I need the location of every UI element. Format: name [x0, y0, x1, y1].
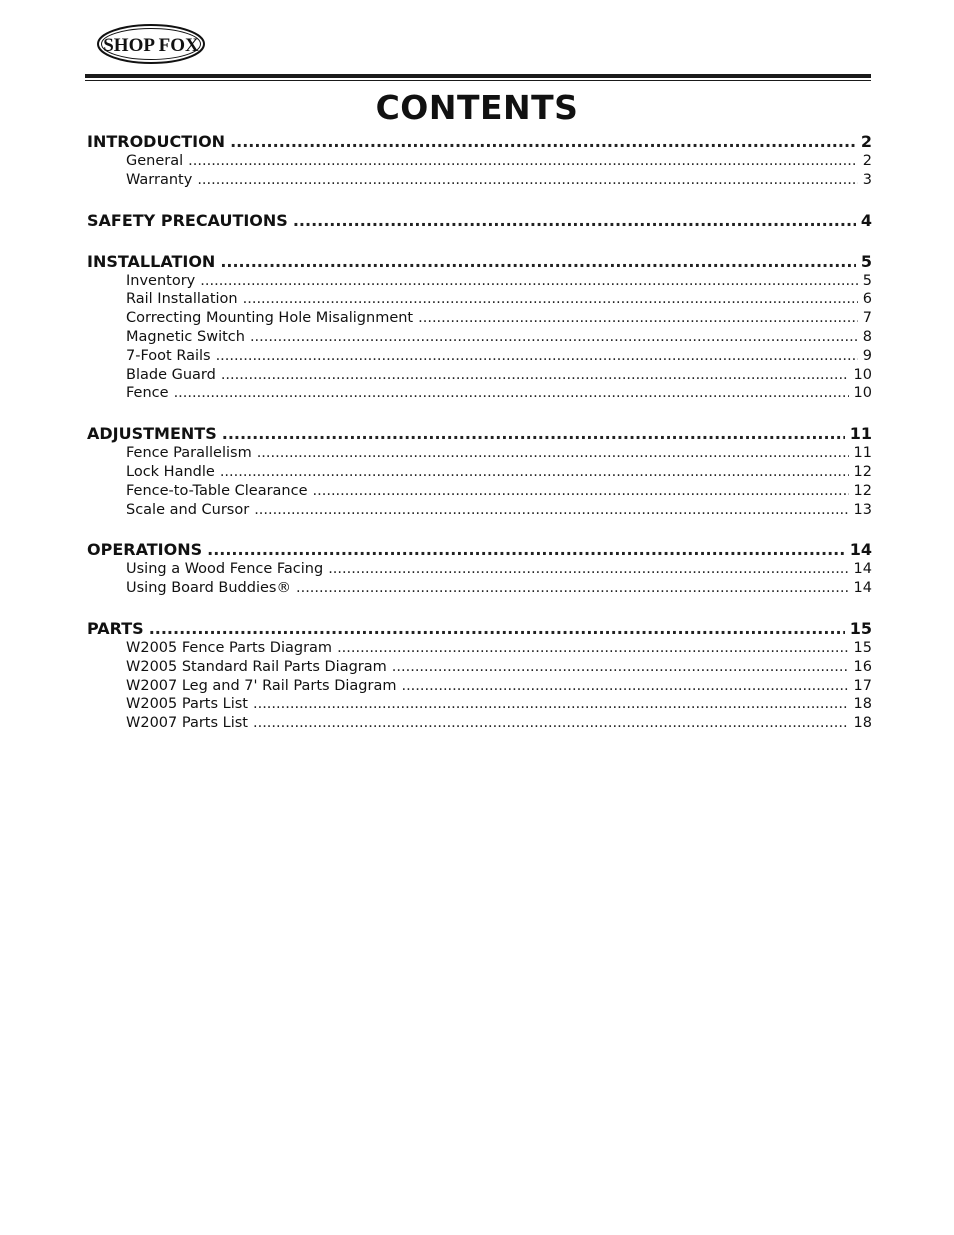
toc-entry-title: Correcting Mounting Hole Misalignment	[126, 310, 414, 327]
dot-leader	[257, 444, 849, 463]
toc-entry[interactable]	[87, 639, 872, 658]
toc-page-number: 18	[853, 715, 872, 732]
dot-leader	[220, 463, 849, 482]
toc-section	[87, 424, 872, 519]
toc-entry-title: W2005 Fence Parts Diagram	[126, 639, 333, 656]
dot-leader	[293, 211, 856, 231]
dot-leader	[221, 366, 849, 385]
toc-entry-title: Fence	[126, 385, 169, 402]
toc-entry-title: Fence Parallelism	[126, 445, 252, 462]
toc-page-number: 15	[849, 618, 872, 638]
toc-section	[87, 252, 872, 404]
toc-entry[interactable]	[87, 328, 872, 347]
toc-entry-title: Lock Handle	[126, 463, 215, 480]
toc-page-number: 14	[853, 580, 872, 597]
toc-page-number: 9	[862, 347, 872, 364]
toc-page-number: 11	[853, 445, 872, 462]
toc-entry[interactable]	[87, 714, 872, 733]
toc-page-number: 14	[849, 540, 872, 560]
toc-entry[interactable]	[87, 290, 872, 309]
toc-entry-title: W2005 Parts List	[126, 696, 248, 713]
toc-section	[87, 540, 872, 598]
toc-entry[interactable]	[87, 560, 872, 579]
dot-leader	[220, 252, 856, 272]
toc-section-title: ADJUSTMENTS	[87, 424, 217, 444]
toc-page-number: 5	[860, 251, 872, 271]
toc-page-number: 13	[853, 501, 872, 518]
toc-entry-title: W2007 Parts List	[126, 715, 248, 732]
toc-page-number: 4	[860, 210, 872, 230]
dot-leader	[328, 560, 848, 579]
toc-page-number: 7	[862, 310, 872, 327]
toc-entry-title: Using a Wood Fence Facing	[126, 561, 324, 578]
toc-entry-title: Fence-to-Table Clearance	[126, 482, 308, 499]
toc-section-entry[interactable]	[87, 540, 872, 560]
toc-entry-title: General	[126, 153, 184, 169]
dot-leader	[401, 677, 848, 696]
dot-leader	[197, 171, 857, 190]
toc-entry[interactable]	[87, 272, 872, 291]
toc-entry[interactable]	[87, 501, 872, 520]
toc-section-title: PARTS	[87, 618, 144, 638]
toc-section-entry[interactable]	[87, 619, 872, 639]
toc-page-number: 5	[862, 272, 872, 289]
page-title: CONTENTS	[375, 88, 579, 127]
toc-entry-title: Inventory	[126, 272, 196, 289]
dot-leader	[250, 328, 858, 347]
toc-entry-title: Scale and Cursor	[126, 501, 250, 518]
toc-page-number: 11	[849, 424, 872, 444]
toc-entry[interactable]	[87, 152, 872, 171]
toc-entry-title: Magnetic Switch	[126, 328, 245, 345]
toc-entry[interactable]	[87, 658, 872, 677]
toc-entry-title: W2007 Leg and 7' Rail Parts Diagram	[126, 677, 397, 694]
toc-section-entry[interactable]	[87, 211, 872, 231]
dot-leader	[392, 658, 849, 677]
dot-leader	[313, 482, 849, 501]
toc-page-number: 10	[853, 366, 872, 383]
toc-section-title: INTRODUCTION	[87, 132, 226, 151]
dot-leader	[418, 309, 858, 328]
dot-leader	[188, 152, 858, 171]
dot-leader	[243, 290, 858, 309]
dot-leader	[216, 347, 858, 366]
toc-section-entry[interactable]	[87, 252, 872, 272]
toc-page-number: 16	[853, 658, 872, 675]
toc-entry[interactable]	[87, 309, 872, 328]
toc-entry[interactable]	[87, 482, 872, 501]
toc-section-entry[interactable]	[87, 424, 872, 444]
toc-section-title: INSTALLATION	[87, 251, 216, 271]
dot-leader	[149, 619, 845, 639]
toc-page-number: 2	[860, 132, 872, 151]
toc-page-number: 18	[853, 696, 872, 713]
toc-entry[interactable]	[87, 384, 872, 403]
dot-leader	[222, 424, 845, 444]
toc-page-number: 14	[853, 561, 872, 578]
toc-entry[interactable]	[87, 579, 872, 598]
toc-page-number: 6	[862, 291, 872, 308]
toc-section	[87, 211, 872, 231]
toc-section	[87, 132, 872, 190]
toc-entry-title: 7-Foot Rails	[126, 347, 211, 364]
toc-entry-title: W2005 Standard Rail Parts Diagram	[126, 658, 387, 675]
toc-section	[87, 619, 872, 733]
toc-entry-title: Rail Installation	[126, 291, 238, 308]
toc-entry[interactable]	[87, 677, 872, 696]
toc-entry[interactable]	[87, 444, 872, 463]
toc-page-number: 17	[853, 677, 872, 694]
table-of-contents	[87, 132, 872, 754]
toc-entry[interactable]	[87, 366, 872, 385]
dot-leader	[253, 714, 849, 733]
toc-section-title: OPERATIONS	[87, 540, 203, 560]
toc-entry[interactable]	[87, 171, 872, 190]
toc-section-title: SAFETY PRECAUTIONS	[87, 210, 288, 230]
header-rule	[85, 74, 871, 78]
toc-entry[interactable]	[87, 695, 872, 714]
toc-page-number: 2	[862, 153, 872, 169]
toc-page-number: 8	[862, 328, 872, 345]
dot-leader	[254, 501, 848, 520]
dot-leader	[207, 540, 845, 560]
shop-fox-logo	[96, 22, 206, 66]
dot-leader	[200, 272, 858, 291]
logo-text: SHOP FOX	[103, 35, 199, 56]
toc-entry-title: Warranty	[126, 171, 193, 188]
dot-leader	[230, 132, 856, 152]
toc-page-number: 10	[853, 385, 872, 402]
toc-page-number: 3	[862, 171, 872, 188]
dot-leader	[337, 639, 848, 658]
toc-page-number: 15	[853, 639, 872, 656]
header-rule-thin	[85, 80, 871, 81]
dot-leader	[253, 695, 849, 714]
toc-page-number: 12	[853, 482, 872, 499]
toc-entry-title: Blade Guard	[126, 366, 216, 383]
toc-entry[interactable]	[87, 347, 872, 366]
toc-entry-title: Using Board Buddies®	[126, 580, 291, 597]
toc-entry[interactable]	[87, 463, 872, 482]
toc-page-number: 12	[853, 463, 872, 480]
toc-section-entry[interactable]	[87, 132, 872, 152]
dot-leader	[296, 579, 849, 598]
dot-leader	[174, 384, 849, 403]
